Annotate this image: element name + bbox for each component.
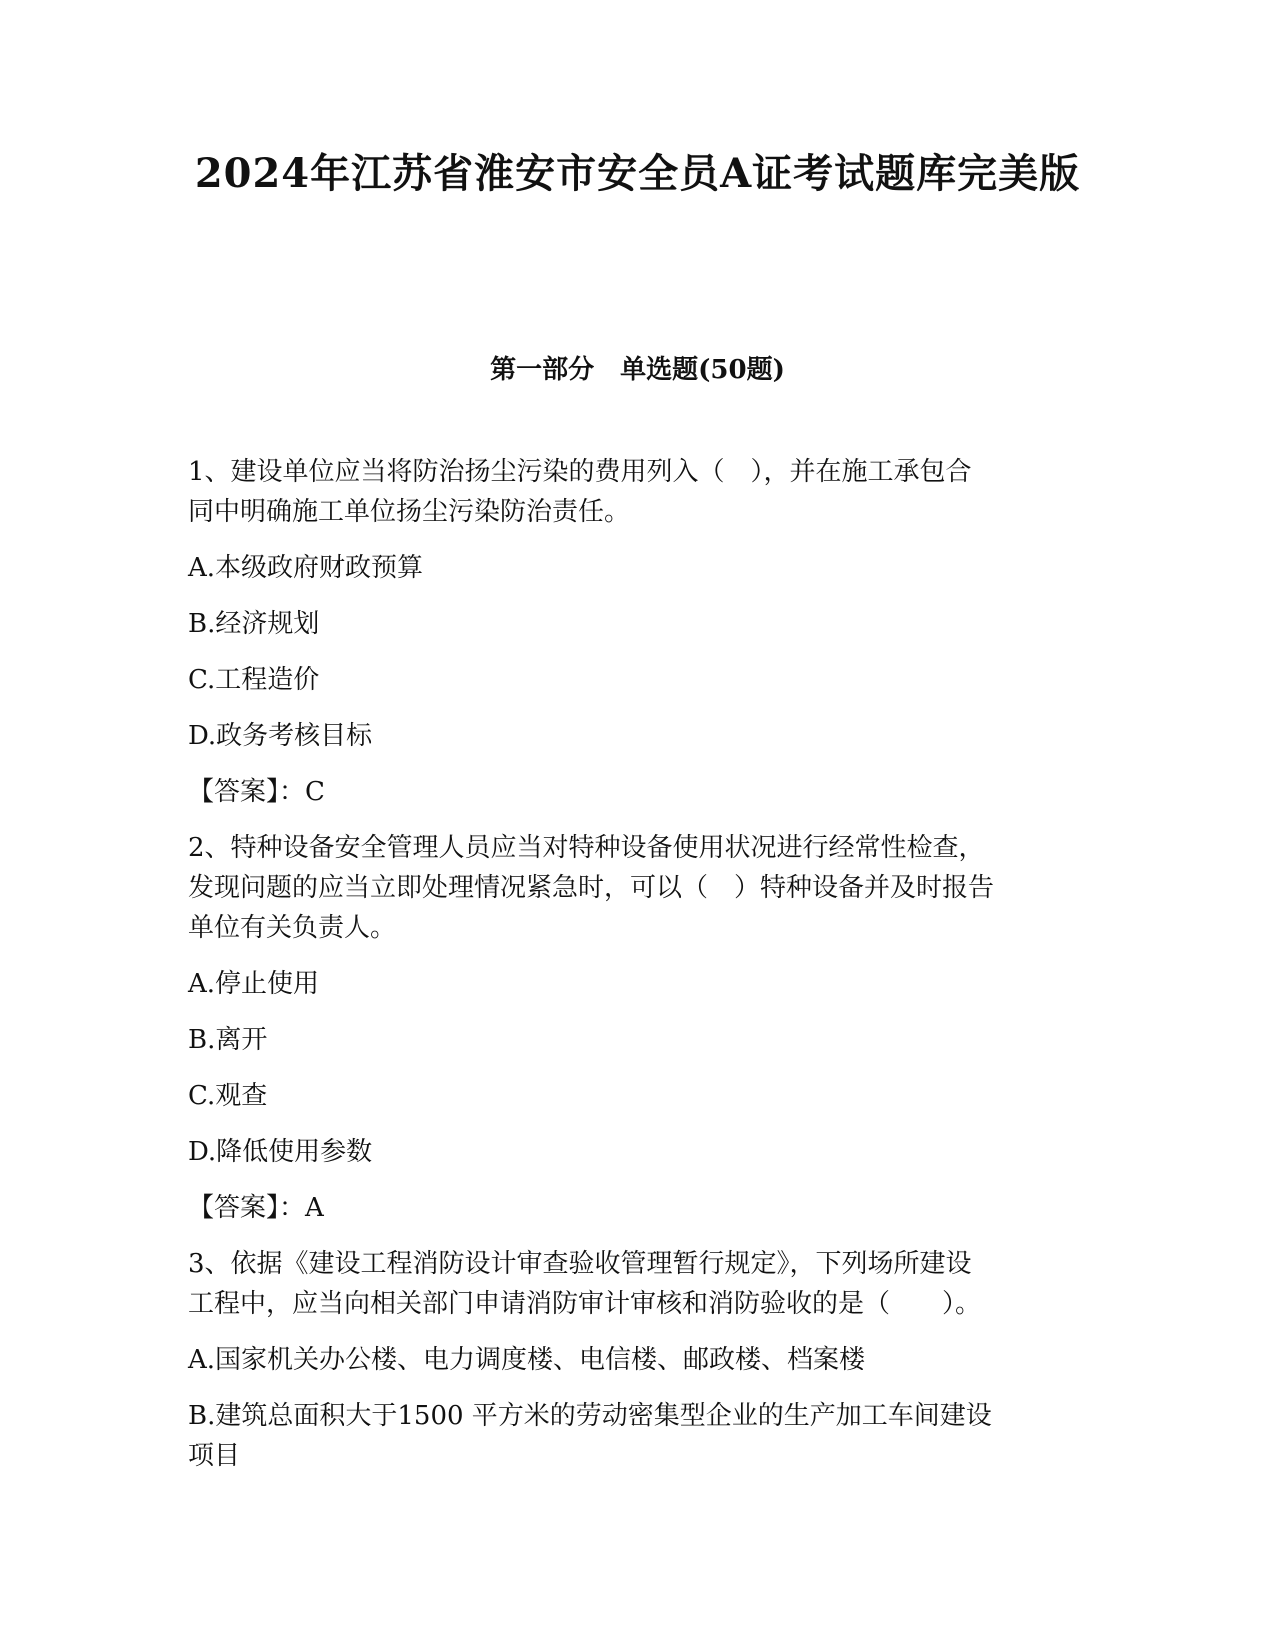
question-1: [188, 452, 1088, 812]
option-d: D.政务考核目标: [188, 721, 373, 751]
question-stem-line: 2、特种设备安全管理人员应当对特种设备使用状况进行经常性检查，: [188, 833, 985, 863]
question-2: [188, 828, 1088, 1228]
question-stem-line: 发现问题的应当立即处理情况紧急时，可以（ ）特种设备并及时报告: [188, 873, 995, 903]
option-a: A.本级政府财政预算: [188, 553, 424, 583]
option-b: B.离开: [188, 1025, 268, 1055]
option-b: [188, 1396, 1088, 1476]
section-heading: 第一部分 单选题(50题): [490, 355, 785, 385]
question-stem: [188, 828, 1088, 948]
option-a: A.停止使用: [188, 969, 320, 999]
question-stem-line: 工程中，应当向相关部门申请消防审计审核和消防验收的是（ ）。: [188, 1289, 982, 1319]
answer-line: 【答案】：A: [188, 1193, 324, 1223]
option-line: B.建筑总面积大于1500 平方米的劳动密集型企业的生产加工车间建设: [188, 1401, 992, 1431]
question-list: [188, 452, 1088, 1476]
option-line: 项目: [188, 1441, 241, 1471]
question-stem: [188, 452, 1088, 532]
question-stem-line: 1、建设单位应当将防治扬尘污染的费用列入（ ），并在施工承包合: [188, 457, 972, 487]
option-c: C.工程造价: [188, 665, 320, 695]
option-b: B.经济规划: [188, 609, 320, 639]
option-a: A.国家机关办公楼、电力调度楼、电信楼、邮政楼、档案楼: [188, 1345, 866, 1375]
question-stem-line: 单位有关负责人。: [188, 913, 397, 943]
question-stem-line: 3、依据《建设工程消防设计审查验收管理暂行规定》，下列场所建设: [188, 1249, 972, 1279]
option-c: C.观查: [188, 1081, 268, 1111]
option-d: D.降低使用参数: [188, 1137, 373, 1167]
question-stem: [188, 1244, 1088, 1324]
question-3: [188, 1244, 1088, 1476]
document-title: 2024年江苏省淮安市安全员A证考试题库完美版: [194, 150, 1081, 197]
question-stem-line: 同中明确施工单位扬尘污染防治责任。: [188, 497, 631, 527]
answer-line: 【答案】：C: [188, 777, 325, 807]
